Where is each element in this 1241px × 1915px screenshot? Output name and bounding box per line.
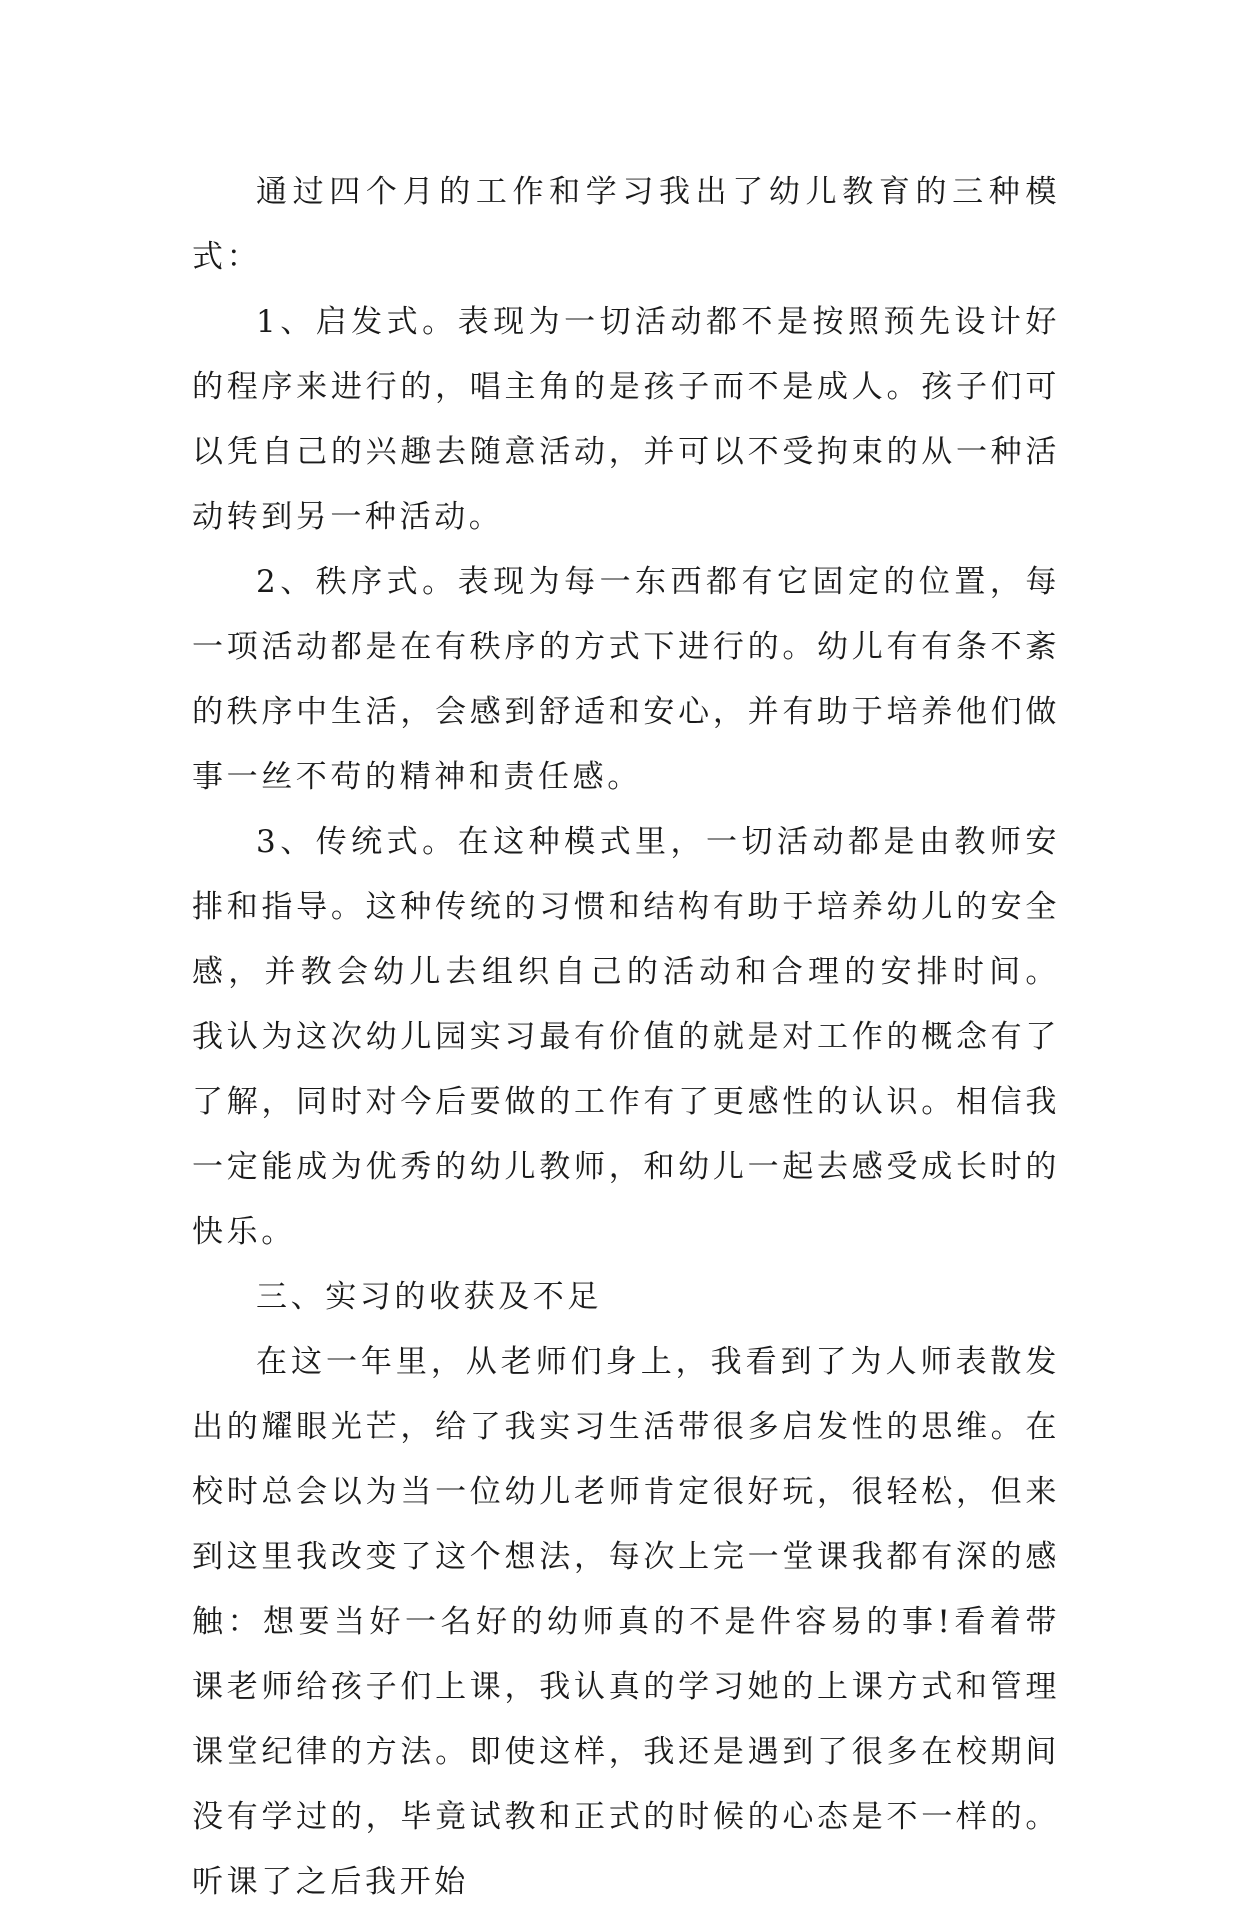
paragraph-heuristic-mode: 1、启发式。表现为一切活动都不是按照预先设计好的程序来进行的，唱主角的是孩子而不是成人。孩子们可以凭自己的兴趣去随意活动，并可以不受拘束的从一种活动转到另一种活动。: [192, 304, 1060, 535]
paragraph-traditional-mode: 3、传统式。在这种模式里，一切活动都是由教师安排和指导。这种传统的习惯和结构有助于培养幼儿的安全感，并教会幼儿去组织自己的活动和合理的安排时间。 我认为这次幼儿园实习最有价值的就是对工作的概念有了了解，同时对今后要做的工作有了更感性的认识。相信我一定能成为优秀的幼儿教师，和幼儿一起去感受成长时的快乐。: [192, 824, 1060, 1250]
section-heading: 三、实习的收获及不足: [256, 1279, 602, 1315]
paragraph-gains: 在这一年里，从老师们身上，我看到了为人师表散发出的耀眼光芒，给了我实习生活带很多启发性的思维。在校时总会以为当一位幼儿老师肯定很好玩，很轻松，但来到这里我改变了这个想法，每次上完一堂课我都有深的感触：想要当好一名好的幼师真的不是件容易的事!看着带课老师给孩子们上课，我认真的学习她的上课方式和管理课堂纪律的方法。即使这样，我还是遇到了很多在校期间没有学过的，毕竟试教和正式的时候的心态是不一样的。听课了之后我开始: [192, 1344, 1060, 1900]
paragraph-intro: 通过四个月的工作和学习我出了幼儿教育的三种模式：: [192, 174, 1060, 275]
document-body: [192, 160, 1060, 1915]
paragraph-order-mode: 2、秩序式。表现为每一东西都有它固定的位置，每一项活动都是在有秩序的方式下进行的。幼儿有有条不紊的秩序中生活，会感到舒适和安心，并有助于培养他们做事一丝不苟的精神和责任感。: [192, 564, 1060, 795]
